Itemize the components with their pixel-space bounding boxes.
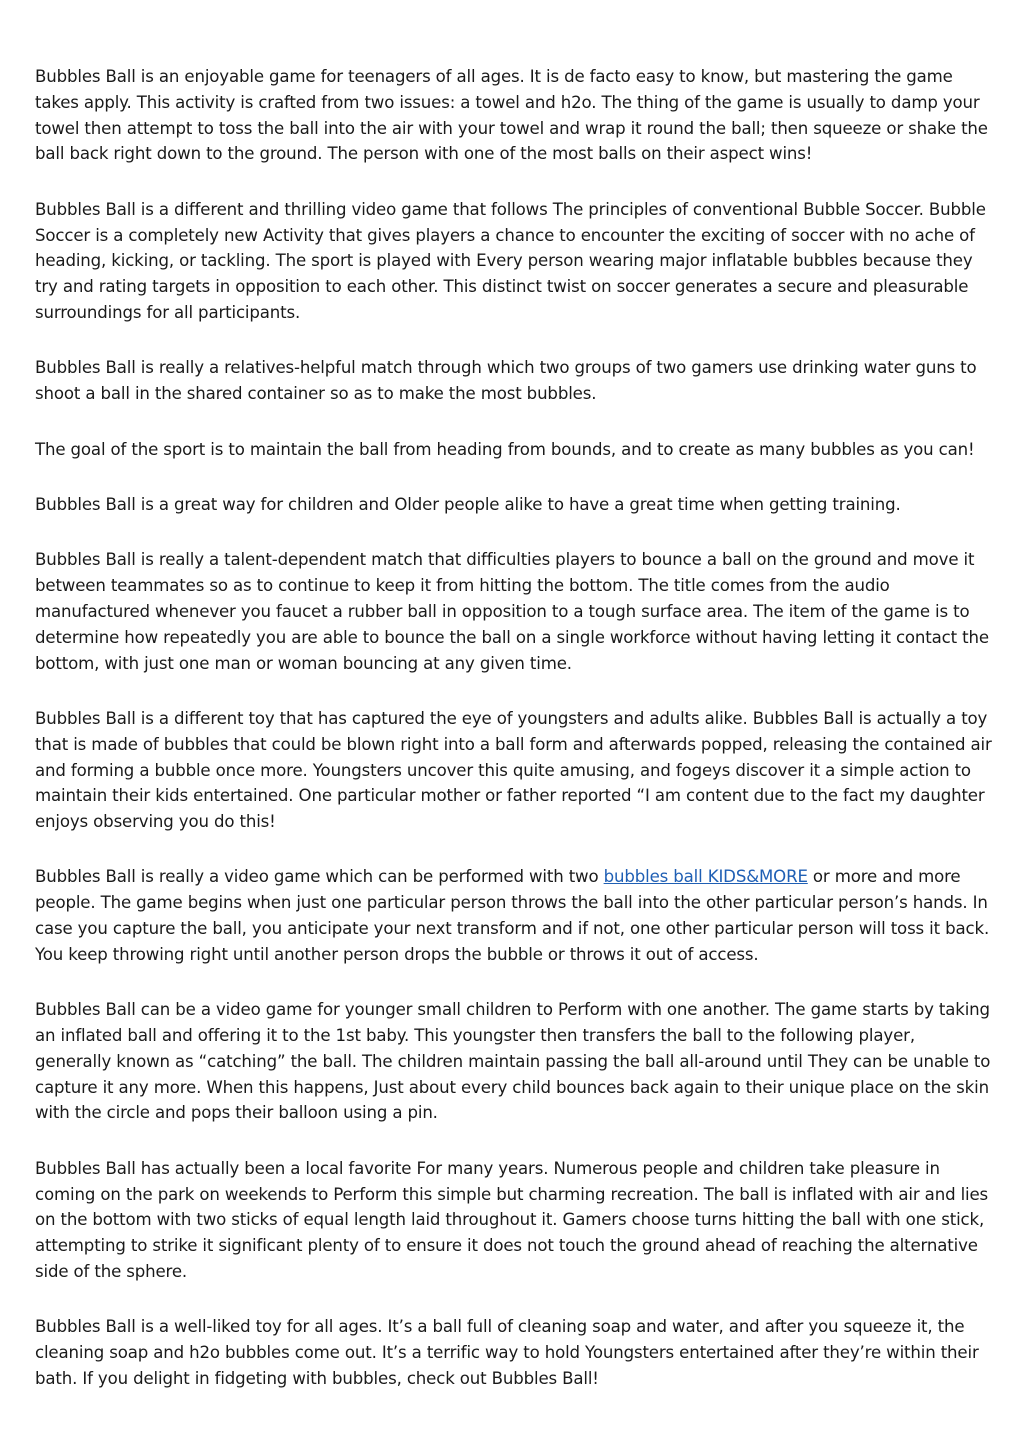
paragraph-6: Bubbles Ball is really a talent-dependent match that difficulties players to bounce a ball on the ground and move it between teammates so as to continue to keep it from hitting the bottom. The title comes from the audio manufactured whenever you faucet a rubber ball in opposition to a tough surface area. The item of the game is to determine how repeatedly you are able to bounce the ball on a single workforce without having letting it contact the bottom, with just one man or woman bouncing at any given time. [35, 550, 989, 673]
bubbles-ball-link[interactable]: bubbles ball KIDS&MORE [603, 867, 808, 887]
paragraph-5: Bubbles Ball is a great way for children and Older people alike to have a great time when getting training. [35, 494, 901, 514]
paragraph-8-after: or more and more people. The game begins when just one particular person throws the ball into the other particular person’s hands. In case you capture the ball, you anticipate your next transform and if not, one other particular person will toss it back. You keep throwing right until another person drops the bubble or throws it out of access. [35, 867, 990, 964]
document-body [35, 64, 995, 1421]
paragraph-3: Bubbles Ball is really a relatives-helpful match through which two groups of two gamers use drinking water guns to shoot a ball in the shared container so as to make the most bubbles. [35, 358, 977, 404]
paragraph-8 [35, 864, 995, 967]
paragraph-8-before: Bubbles Ball is really a video game which can be performed with two [35, 867, 604, 887]
paragraph-4: The goal of the sport is to maintain the ball from heading from bounds, and to create as many bubbles as you can! [35, 439, 975, 459]
paragraph-7: Bubbles Ball is a different toy that has captured the eye of youngsters and adults alike. Bubbles Ball is actually a toy that is made of bubbles that could be blown right into a ball form and afterwards popped, releasing the contained air and forming a bubble once more. Youngsters uncover this quite amusing, and fogeys discover it a simple action to maintain their kids entertained. One particular mother or father reported “I am content due to the fact my daughter enjoys observing you do this! [35, 708, 992, 832]
paragraph-10: Bubbles Ball has actually been a local favorite For many years. Numerous people and children take pleasure in coming on the park on weekends to Perform this simple but charming recreation. The ball is inflated with air and lies on the bottom with two sticks of equal length laid throughout it. Gamers choose turns hitting the ball with one stick, attempting to strike it significant plenty of to ensure it does not touch the ground ahead of reaching the alternative side of the sphere. [35, 1158, 989, 1282]
paragraph-2: Bubbles Ball is a different and thrilling video game that follows The principles of conventional Bubble Soccer. Bubble Soccer is a completely new Activity that gives players a chance to encounter the exciting of soccer with no ache of heading, kicking, or tackling. The sport is played with Every person wearing major inflatable bubbles because they try and rating targets in opposition to each other. This distinct twist on soccer generates a secure and pleasurable surroundings for all participants. [35, 199, 986, 322]
paragraph-11: Bubbles Ball is a well-liked toy for all ages. It’s a ball full of cleaning soap and water, and after you squeeze it, the cleaning soap and h2o bubbles come out. It’s a terrific way to hold Youngsters entertained after they’re within their bath. If you delight in fidgeting with bubbles, check out Bubbles Ball! [35, 1317, 979, 1389]
paragraph-1: Bubbles Ball is an enjoyable game for teenagers of all ages. It is de facto easy to know, but mastering the game takes apply. This activity is crafted from two issues: a towel and h2o. The thing of the game is usually to damp your towel then attempt to toss the ball into the air with your towel and wrap it round the ball; then squeeze or shake the ball back right down to the ground. The person with one of the most balls on their aspect wins! [35, 67, 988, 164]
paragraph-9: Bubbles Ball can be a video game for younger small children to Perform with one another. The game starts by taking an inflated ball and offering it to the 1st baby. This youngster then transfers the ball to the following player, generally known as “catching” the ball. The children maintain passing the ball all-around until They can be unable to capture it any more. When this happens, Just about every child bounces back again to their unique place on the skin with the circle and pops their balloon using a pin. [35, 1000, 991, 1123]
